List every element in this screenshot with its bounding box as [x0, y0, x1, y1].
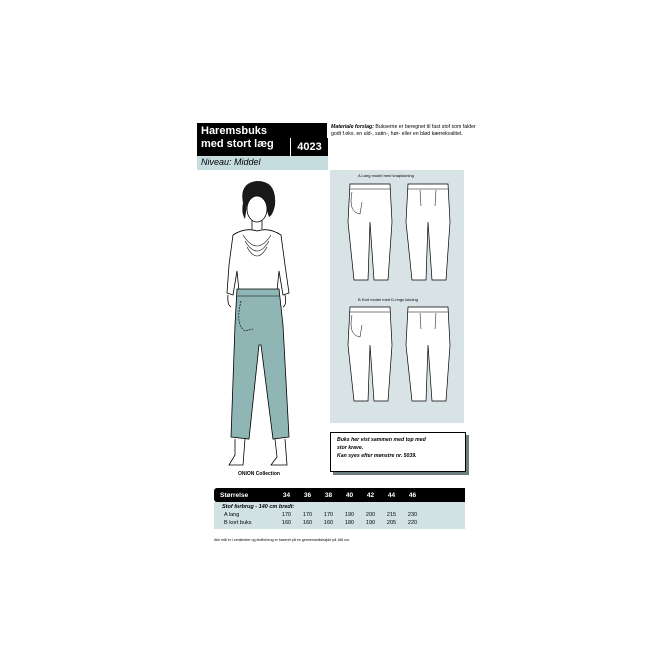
table-cell: 180 [344, 520, 355, 526]
model-illustration [205, 175, 315, 475]
size-table [214, 488, 465, 529]
fabric-usage-block [214, 502, 465, 529]
note-line-3: Kan syes efter mønstre nr. 5039. [337, 453, 417, 459]
model-pants [231, 289, 289, 439]
table-cell: 170 [302, 512, 313, 518]
collection-label: ONION Collection [238, 471, 280, 477]
model-b-front-drawing [344, 305, 396, 403]
pattern-number: 4023 [290, 138, 328, 156]
size-34: 34 [282, 491, 291, 499]
table-cell: 190 [365, 520, 376, 526]
table-cell: 230 [407, 512, 418, 518]
table-cell: 170 [281, 512, 292, 518]
blouse [227, 230, 289, 295]
table-row [214, 511, 465, 519]
table-cell: 220 [407, 520, 418, 526]
styling-note [330, 432, 466, 472]
materials-label: Materiale forslag: [331, 124, 374, 130]
row-label: B kort buks [224, 520, 252, 526]
table-cell: 160 [302, 520, 313, 526]
note-line-2: stor krave. [337, 445, 364, 451]
note-line-1: Buks her vist sammen med top med [337, 437, 426, 443]
face [247, 196, 267, 222]
table-cell: 190 [344, 512, 355, 518]
materials-body: Bukserne er beregnet til fast stof som falder godt f.eks. en uld-, satin-, hør- eller en blød kærrekvalitet. [331, 124, 476, 137]
size-38: 38 [324, 491, 333, 499]
model-a-front-drawing [344, 182, 396, 282]
table-row [214, 519, 465, 527]
model-b-back-drawing [402, 305, 454, 403]
fabric-title: Stof forbrug - 140 cm bredt: [222, 504, 295, 510]
size-36: 36 [303, 491, 312, 499]
size-42: 42 [366, 491, 375, 499]
title-line-2: med stort læg [201, 138, 274, 150]
table-cell: 160 [281, 520, 292, 526]
model-b-label: B Kort model med D-rings lukning [358, 297, 418, 302]
level-label: Niveau: Middel [197, 156, 328, 170]
title-line-1: Haremsbuks [201, 125, 268, 137]
table-cell: 160 [323, 520, 334, 526]
materials-text [331, 124, 476, 138]
table-cell: 200 [365, 512, 376, 518]
footnote: Alle mål er i centimeter og stofforbrug er baseret på en gennemsnitshøjde på 168 cm. [214, 538, 350, 542]
row-label: A lang [224, 512, 240, 518]
table-cell: 170 [323, 512, 334, 518]
size-46: 46 [408, 491, 417, 499]
table-cell: 205 [386, 520, 397, 526]
size-44: 44 [387, 491, 396, 499]
model-a-back-drawing [402, 182, 454, 282]
size-40: 40 [345, 491, 354, 499]
size-header-label: Størrelse [220, 491, 249, 499]
table-cell: 215 [386, 512, 397, 518]
size-header-row [214, 488, 465, 502]
illustration-panel [330, 170, 464, 423]
model-a-label: A Lang model med knaplukning [358, 173, 414, 178]
